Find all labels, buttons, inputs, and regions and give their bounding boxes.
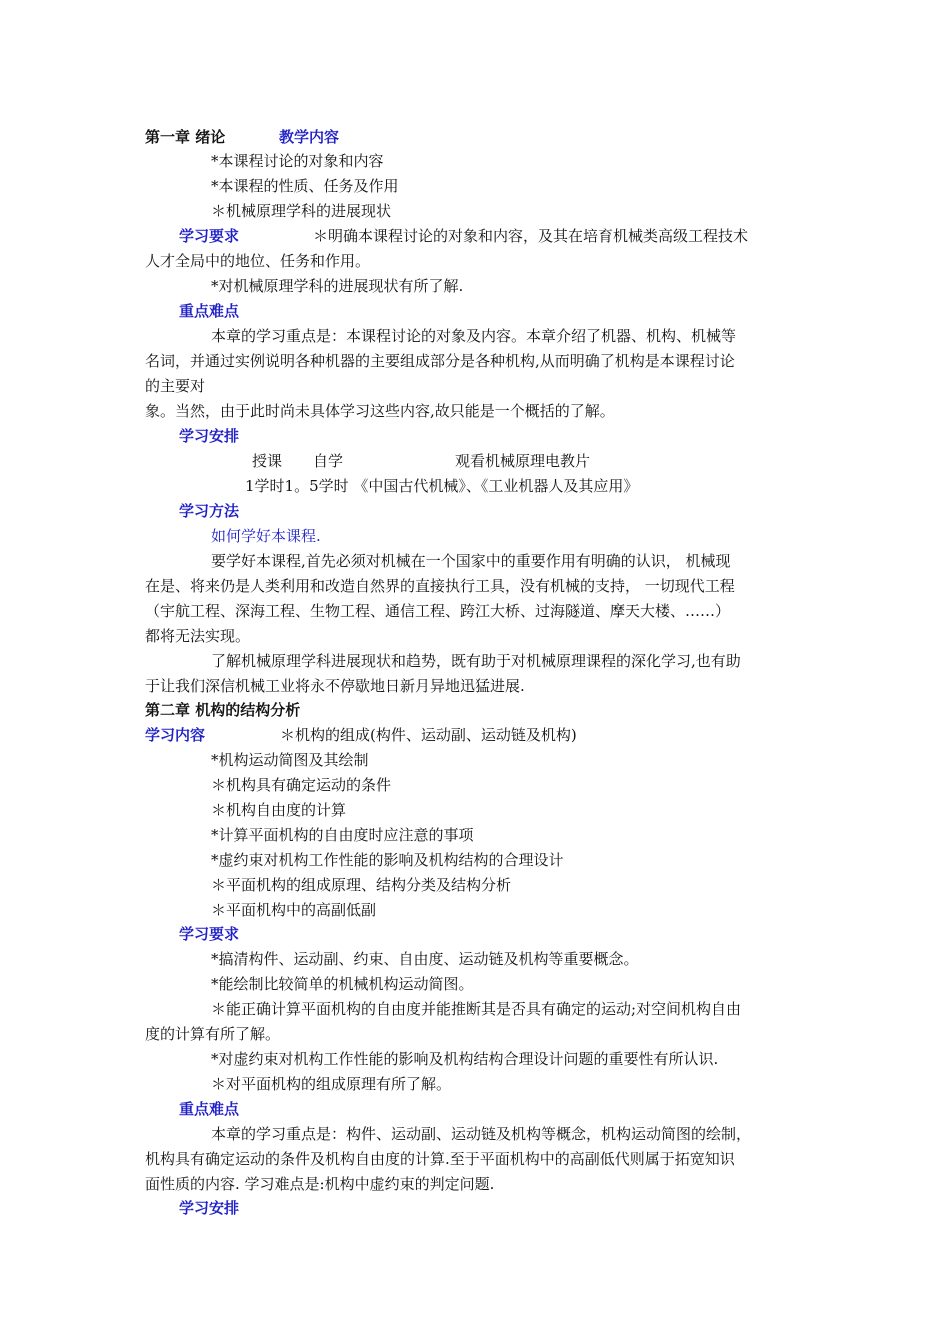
- chapter-1-key-label: 重点难点: [179, 302, 240, 320]
- chapter-2-key-label: 重点难点: [179, 1100, 240, 1118]
- paragraph-line: *对机械原理学科的进展现状有所了解.: [211, 277, 464, 295]
- paragraph-line: 名词，并通过实例说明各种机器的主要组成部分是各种机构,从而明确了机构是本课程讨论: [145, 352, 735, 370]
- paragraph-line: 要学好本课程,首先必须对机械在一个国家中的重要作用有明确的认识， 机械现: [211, 552, 731, 570]
- arrangement-header: 观看机械原理电教片: [455, 452, 591, 470]
- chapter-1-req-label: 学习要求: [179, 227, 240, 245]
- arrangement-header: 自学: [313, 452, 344, 470]
- paragraph-line: 度的计算有所了解。: [145, 1025, 281, 1043]
- paragraph-line: 了解机械原理学科进展现状和趋势，既有助于对机械原理课程的深化学习,也有助: [211, 652, 741, 670]
- arrangement-header: 授课: [252, 452, 283, 470]
- list-item: ＊机构自由度的计算: [211, 801, 347, 819]
- list-item: ＊平面机构的组成原理、结构分类及结构分析: [211, 876, 512, 894]
- chapter-1-method-label: 学习方法: [179, 502, 240, 520]
- list-item: ＊机构具有确定运动的条件: [211, 776, 392, 794]
- paragraph-line: 机构具有确定运动的条件及机构自由度的计算.至于平面机构中的高副低代则属于拓宽知识: [145, 1150, 735, 1168]
- paragraph-line: （宇航工程、深海工程、生物工程、通信工程、跨江大桥、过海隧道、摩天大楼、……）: [145, 602, 731, 620]
- chapter-2-req-label: 学习要求: [179, 925, 240, 943]
- list-item: *机构运动简图及其绘制: [211, 751, 369, 769]
- list-item: ＊平面机构中的高副低副: [211, 901, 377, 919]
- arrangement-row: 1学时1。5学时 《中国古代机械》、《工业机器人及其应用》: [245, 477, 639, 495]
- paragraph-line: 在是、将来仍是人类利用和改造自然界的直接执行工具，没有机械的支持， 一切现代工程: [145, 577, 735, 595]
- chapter-1-arr-label: 学习安排: [179, 427, 240, 445]
- method-subtitle: 如何学好本课程.: [211, 527, 321, 545]
- paragraph-line: 面性质的内容. 学习难点是:机构中虚约束的判定问题.: [145, 1175, 495, 1193]
- paragraph-line: 象。当然，由于此时尚未具体学习这些内容,故只能是一个概括的了解。: [145, 402, 615, 420]
- paragraph-line: 本章的学习重点是：本课程讨论的对象及内容。本章介绍了机器、机构、机械等: [211, 327, 737, 345]
- list-item: *本课程的性质、任务及作用: [211, 177, 399, 195]
- paragraph-line: ＊对平面机构的组成原理有所了解。: [211, 1075, 452, 1093]
- chapter-1-title: 第一章 绪论: [145, 128, 226, 146]
- chapter-2-arr-label: 学习安排: [179, 1199, 240, 1217]
- paragraph-line: *能绘制比较简单的机械机构运动简图。: [211, 975, 474, 993]
- paragraph-line: *搞清构件、运动副、约束、自由度、运动链及机构等重要概念。: [211, 950, 639, 968]
- paragraph-line: *对虚约束对机构工作性能的影响及机构结构合理设计问题的重要性有所认识.: [211, 1050, 719, 1068]
- paragraph-line: 的主要对: [145, 377, 206, 395]
- paragraph-line: 人才全局中的地位、任务和作用。: [145, 252, 371, 270]
- chapter-2-content-label: 学习内容: [145, 726, 206, 744]
- paragraph-line: 本章的学习重点是：构件、运动副、运动链及机构等概念，机构运动简图的绘制，: [211, 1125, 752, 1143]
- list-item: *本课程讨论的对象和内容: [211, 152, 384, 170]
- list-item: ＊机械原理学科的进展现状: [211, 202, 392, 220]
- list-item: *虚约束对机构工作性能的影响及机构结构的合理设计: [211, 851, 564, 869]
- paragraph-line: ＊明确本课程讨论的对象和内容，及其在培育机械类高级工程技术: [313, 227, 749, 245]
- paragraph-line: 都将无法实现。: [145, 627, 251, 645]
- chapter-2-title: 第二章 机构的结构分析: [145, 701, 301, 719]
- paragraph-line: ＊能正确计算平面机构的自由度并能推断其是否具有确定的运动;对空间机构自由: [211, 1000, 742, 1018]
- chapter-1-content-label: 教学内容: [279, 128, 340, 146]
- list-item: ＊机构的组成(构件、运动副、运动链及机构): [280, 726, 577, 744]
- paragraph-line: 于让我们深信机械工业将永不停歇地日新月异地迅猛进展.: [145, 677, 525, 695]
- list-item: *计算平面机构的自由度时应注意的事项: [211, 826, 474, 844]
